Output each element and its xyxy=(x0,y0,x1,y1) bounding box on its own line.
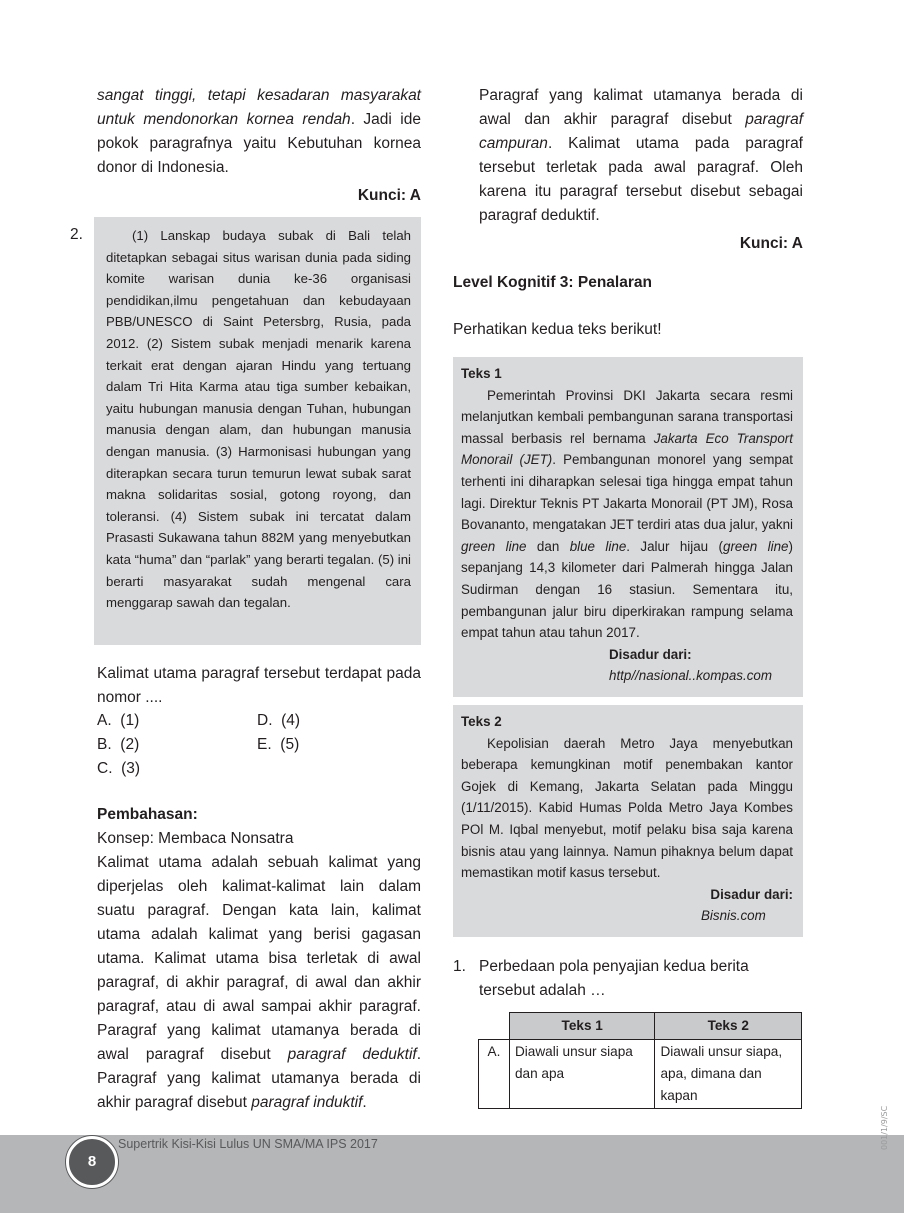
pembahasan-body xyxy=(97,851,421,1115)
question-1-text: Perbedaan pola penyajian kedua berita tersebut adalah … xyxy=(479,958,749,999)
row-a-teks-2: Diawali unsur siapa, apa, dimana dan kapan xyxy=(655,1040,802,1109)
teks-1-body xyxy=(461,385,793,644)
term-paragraf-deduktif: paragraf deduktif xyxy=(287,1046,417,1063)
option-e-letter: E. xyxy=(257,736,272,753)
option-c-value: (3) xyxy=(121,760,141,777)
prev-explanation-line1: sangat tinggi, tetapi kesadaran masyarakat xyxy=(97,87,421,104)
instruction-text: Perhatikan kedua teks berikut! xyxy=(453,321,662,338)
pembahasan-body-part3: . xyxy=(362,1094,367,1111)
konsep-text: Konsep: Membaca Nonsatra xyxy=(97,830,294,847)
prev-explanation-italic: untuk mendonorkan kornea rendah xyxy=(97,111,351,128)
row-letter: A. xyxy=(479,1040,510,1109)
pembahasan-continued xyxy=(453,84,803,228)
question-2-block xyxy=(97,662,421,784)
teks-2-title: Teks 2 xyxy=(461,714,502,729)
pembahasan-body-part1: Kalimat utama adalah sebuah kalimat yang diperjelas oleh kalimat-kalimat lain dalam suatu paragraf. Dengan kata lain, kalimat utama adalah kalimat yang berisi gagasan utama. Kalimat utama bisa terletak di awal paragraf, di akhir paragraf, di awal dan akhir paragraf, atau di awal sampai akhir paragraf. Paragraf yang kalimat utamanya berada di awal paragraf disebut xyxy=(97,854,421,1063)
comparison-table xyxy=(478,1012,802,1109)
side-code: 001/1/9/SC xyxy=(880,1105,889,1150)
term-paragraf-campuran: paragraf campuran xyxy=(479,111,803,152)
level-heading: Level Kognitif 3: Penalaran xyxy=(453,274,652,291)
teks-1-part4: ) sepanjang 14,3 kilometer dari Palmerah hingga Jalan Sudirman dengan 16 stasiun. Sementara itu, pembangunan jalur biru diperkirakan rampung selama empat tahun atau tahun 2017. xyxy=(461,538,793,641)
teks-1-part2: . Pembangunan monorel yang sempat terhenti ini diharapkan selesai tiga hingga empat tahun lagi. Direktur Teknis PT Jakarta Monorail (PT JM), Rosa Bovananto, mengatakan JET terdiri atas dua jalur, yakni xyxy=(461,452,793,533)
footer-book-title: Supertrik Kisi-Kisi Lulus UN SMA/MA IPS 2017 xyxy=(118,1137,378,1151)
term-paragraf-induktif: paragraf induktif xyxy=(251,1094,363,1111)
pembahasan-block xyxy=(97,803,421,1115)
table-row[interactable] xyxy=(479,1040,802,1109)
passage-box xyxy=(94,217,421,645)
passage-text: (1) Lanskap budaya subak di Bali telah ditetapkan sebagai situs warisan dunia pada siding komite warisan dunia ke-36 organisasi pendidikan,ilmu pengetahuan dan kebudayaan PBB/UNESCO di Saint Petersbrg, Rusia, pada 2012. (2) Sistem subak menjadi menarik karena terkait erat dengan ajaran Hindu yang tertuang dalam Tri Hita Karma atau tiga sumber kebaikan, yaitu hubungan manusia dengan Tuhan, hubungan manusia dengan alam, dan hubungan manusia dengan manusia. (3) Harmonisasi hubungan yang diterapkan secara turun temurun lewat subak sarat makna solidaritas sosial, gotong royong, dan toleransi. (4) Sistem subak ini tercatat dalam Prasasti Sukawana tahun 882M yang menyebutkan kata “huma” dan “parlak” yang berarti tegalan. (5) ini berarti masyarakat sudah mengenal cara menggarap sawah dan tegalan. xyxy=(106,228,411,611)
question-1-block xyxy=(453,955,803,1003)
header-teks-1: Teks 1 xyxy=(509,1013,655,1040)
right-column xyxy=(453,84,803,256)
answer-options xyxy=(97,712,421,784)
page-number: 8 xyxy=(66,1136,118,1188)
teks-1-part1: Pemerintah Provinsi DKI Jakarta secara resmi melanjutkan kembali pembangunan sarana transportasi massal berbasis rel bernama xyxy=(461,387,793,446)
kunci-answer-prev: Kunci: A xyxy=(357,187,421,204)
row-a-teks-1: Diawali unsur siapa dan apa xyxy=(509,1040,655,1109)
option-e-value: (5) xyxy=(280,736,300,753)
teks-2-source-label: Disadur dari: xyxy=(710,886,793,902)
option-d-letter: D. xyxy=(257,712,273,729)
kunci-answer: Kunci: A xyxy=(739,235,803,252)
teks-1-jet-name: Jakarta Eco Transport Monorail (JET) xyxy=(461,430,793,468)
teks-2-box xyxy=(453,705,803,937)
option-a-letter: A. xyxy=(97,712,112,729)
left-column xyxy=(97,84,421,208)
option-c[interactable] xyxy=(97,760,140,778)
option-b-letter: B. xyxy=(97,736,112,753)
pembahasan-body-part2: . Paragraf yang kalimat utamanya berada di akhir paragraf disebut xyxy=(97,1046,422,1111)
prev-explanation-rest: . Jadi ide xyxy=(350,111,421,128)
teks-1-source-label: Disadur dari: xyxy=(609,646,692,662)
teks-1-part3: . Jalur hijau ( xyxy=(626,538,723,554)
option-e[interactable] xyxy=(257,736,299,754)
teks-1-box xyxy=(453,357,803,697)
option-b-value: (2) xyxy=(120,736,140,753)
teks-1-title: Teks 1 xyxy=(461,366,502,381)
teks-2-body: Kepolisian daerah Metro Jaya menyebutkan beberapa kemungkinan motif penembakan kantor Gojek di Kemang, Jakarta Selatan pada Minggu (1/11/2015). Kabid Humas Polda Metro Jaya Kombes POl M. Iqbal menyebut, motif pelaku bisa saja karena bisnis atau yang lainnya. Namun pihaknya belum dapat memastikan motif kasus tersebut. xyxy=(461,735,793,881)
question-2-text: Kalimat utama paragraf tersebut terdapat pada nomor .... xyxy=(97,665,421,706)
option-a[interactable] xyxy=(97,712,139,730)
option-c-letter: C. xyxy=(97,760,113,777)
option-a-value: (1) xyxy=(120,712,140,729)
teks-1-source: http//nasional..kompas.com xyxy=(609,668,773,684)
teks-1-dan: dan xyxy=(526,538,570,554)
question-1-number: 1. xyxy=(453,958,466,975)
teks-2-source: Bisnis.com xyxy=(701,908,766,924)
option-b[interactable] xyxy=(97,736,139,754)
table-header-row xyxy=(479,1013,802,1040)
table-corner xyxy=(479,1013,510,1040)
question-2-number: 2. xyxy=(70,226,83,243)
header-teks-2: Teks 2 xyxy=(655,1013,802,1040)
teks-1-green-line-2: green line xyxy=(723,538,789,554)
right-body-part1: Paragraf yang kalimat utamanya berada di awal dan akhir paragraf disebut xyxy=(479,87,803,128)
right-body-part2: . Kalimat utama pada paragraf tersebut terletak pada awal paragraf. Oleh karena itu paragraf tersebut disebut sebagai paragraf deduktif. xyxy=(479,135,803,224)
prev-explanation-line3: pokok paragrafnya yaitu Kebutuhan kornea donor di Indonesia. xyxy=(97,135,421,176)
pembahasan-heading: Pembahasan: xyxy=(97,806,198,823)
option-d-value: (4) xyxy=(281,712,301,729)
teks-1-blue-line: blue line xyxy=(569,538,627,554)
teks-1-green-line: green line xyxy=(461,538,527,554)
prev-explanation xyxy=(97,84,421,180)
option-d[interactable] xyxy=(257,712,300,730)
